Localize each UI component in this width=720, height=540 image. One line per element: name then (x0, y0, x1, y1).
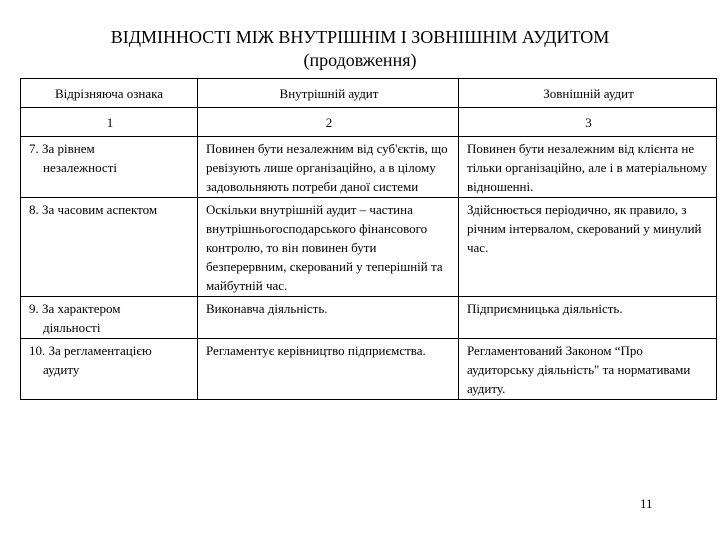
internal-audit-cell: Оскільки внутрішній аудит – частина внутрішньогосподарського фінансового контролю, то він повинен бути безперервним, скерований у теперішній та майбутній час. (198, 198, 459, 297)
criterion-cell (21, 198, 198, 297)
internal-audit-cell: Регламентує керівництво підприємства. (198, 339, 459, 400)
external-audit-cell: Регламентований Законом “Про аудиторську діяльність" та нормативами аудиту. (459, 339, 717, 400)
table-number-row (21, 108, 717, 137)
page-title (0, 26, 720, 72)
table-header-row (21, 79, 717, 108)
table-row (21, 297, 717, 339)
header-external-audit: Зовнішній аудит (459, 79, 717, 108)
comparison-table (20, 78, 717, 400)
criterion-cell (21, 297, 198, 339)
external-audit-cell: Здійснюється періодично, як правило, з річним інтервалом, скерований у минулий час. (459, 198, 717, 297)
criterion-line: 8. За часовим аспектом (29, 202, 158, 217)
criterion-line: незалежності (43, 160, 117, 175)
column-number: 3 (459, 108, 717, 137)
internal-audit-cell: Повинен бути незалежним від суб'єктів, що ревізують лише організаційно, а в цілому задовольняють потреби даної системи (198, 137, 459, 198)
title-line-2: (продовження) (303, 50, 417, 70)
external-audit-cell: Підприємницька діяльність. (459, 297, 717, 339)
external-audit-cell: Повинен бути незалежним від клієнта не тільки організаційно, але і в матеріальному відношенні. (459, 137, 717, 198)
header-internal-audit: Внутрішній аудит (198, 79, 459, 108)
title-line-1: ВІДМІННОСТІ МІЖ ВНУТРІШНІМ І ЗОВНІШНІМ АУДИТОМ (110, 27, 610, 47)
criterion-line: діяльності (43, 320, 101, 335)
criterion-line: 9. За характером (29, 301, 121, 316)
column-number: 1 (21, 108, 198, 137)
page-number: 11 (640, 496, 653, 511)
criterion-cell (21, 339, 198, 400)
table-row (21, 198, 717, 297)
internal-audit-cell: Виконавча діяльність. (198, 297, 459, 339)
criterion-line: 7. За рівнем (29, 141, 95, 156)
criterion-cell (21, 137, 198, 198)
column-number: 2 (198, 108, 459, 137)
table-row (21, 137, 717, 198)
table-row (21, 339, 717, 400)
header-criterion: Відрізняюча ознака (21, 79, 198, 108)
criterion-line: аудиту (43, 362, 80, 377)
criterion-line: 10. За регламентацією (29, 343, 152, 358)
